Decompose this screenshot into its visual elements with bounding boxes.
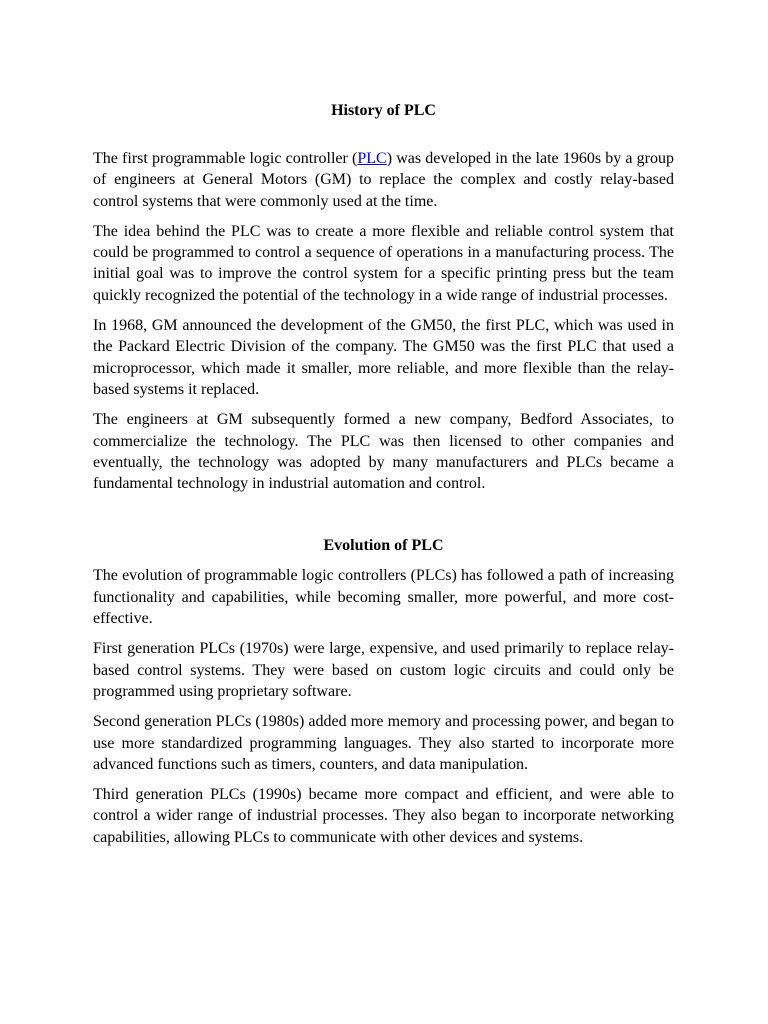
evolution-paragraph-1: The evolution of programmable logic controllers (PLCs) has followed a path of increasing functionality and capabilities, while becoming smaller, more powerful, and more cost-effective. xyxy=(93,567,674,628)
history-p1-before: The first programmable logic controller ( xyxy=(93,150,358,167)
history-p1-after: ) was developed in the late 1960s by a group of engineers at General Motors (GM) to replace the complex and costly relay-based control systems that were commonly used at the time. xyxy=(93,150,675,210)
evolution-paragraph-2: First generation PLCs (1970s) were large, expensive, and used primarily to replace relay-based control systems. They were based on custom logic circuits and could only be programmed using proprietary software. xyxy=(93,640,674,700)
history-paragraph-1 xyxy=(93,148,674,212)
history-paragraph-3: In 1968, GM announced the development of the GM50, the first PLC, which was used in the Packard Electric Division of the company. The GM50 was the first PLC that used a microprocessor, which made it smaller, more reliable, and more flexible than the relay-based systems it replaced. xyxy=(93,317,674,398)
plc-link[interactable]: PLC xyxy=(357,150,387,167)
history-paragraph-2: The idea behind the PLC was to create a more flexible and reliable control system that could be programmed to control a sequence of operations in a manufacturing process. The initial goal was to improve the control system for a specific printing press but the team quickly recognized the potential of the technology in a wide range of industrial processes. xyxy=(93,222,674,304)
document-page xyxy=(93,100,674,857)
evolution-heading: Evolution of PLC xyxy=(323,537,444,555)
evolution-paragraph-4: Third generation PLCs (1990s) became more compact and efficient, and were able to control a wider range of industrial processes. They also began to incorporate networking capabilities, allowing PLCs to communicate with other devices and systems. xyxy=(93,786,674,846)
history-paragraph-4: The engineers at GM subsequently formed a new company, Bedford Associates, to commercialize the technology. The PLC was then licensed to other companies and eventually, the technology was adopted by many manufacturers and PLCs became a fundamental technology in industrial automation and control. xyxy=(93,411,674,493)
evolution-paragraph-3: Second generation PLCs (1980s) added more memory and processing power, and began to use more standardized programming languages. They also started to incorporate more advanced functions such as timers, counters, and data manipulation. xyxy=(93,713,674,773)
history-heading: History of PLC xyxy=(331,102,436,119)
